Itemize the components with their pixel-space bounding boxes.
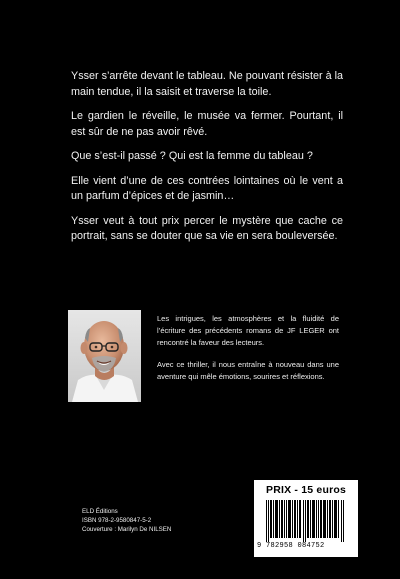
author-portrait-image [68, 310, 141, 402]
blurb-paragraph-5: Ysser veut à tout prix percer le mystère que cache ce portrait, sans se douter que sa vie en sera bouleversée. [71, 214, 343, 242]
about-paragraph-2: Avec ce thriller, il nous entraîne à nouveau dans une aventure qui mêle émotions, sourires et réflexions. [157, 359, 339, 381]
about-paragraph-1: Les intrigues, les atmosphères et la fluidité de l’écriture des précédents romans de JF LEGER ont rencontré la faveur des lecteurs. [157, 314, 339, 348]
author-description [157, 313, 339, 392]
publisher-info [82, 507, 171, 534]
isbn-text: ISBN 978-2-9580847-5-2 [82, 517, 152, 524]
author-photo [68, 310, 141, 402]
back-cover-blurb [71, 69, 343, 254]
barcode-digits: 9 782958 084752 [257, 542, 325, 550]
cover-credit: Couverture : Marilyn De NILSEN [82, 526, 172, 533]
blurb-paragraph-4: Elle vient d’une de ces contrées lointaines où le vent a un parfum d’épices et de jasmin… [71, 174, 343, 202]
blurb-paragraph-1: Ysser s’arrête devant le tableau. Ne pouvant résister à la main tendue, il la saisit et traverse la toile. [71, 70, 343, 98]
barcode-icon [266, 500, 346, 542]
blurb-paragraph-2: Le gardien le réveille, le musée va fermer. Pourtant, il est sûr de ne pas avoir rêvé. [71, 110, 343, 138]
barcode-box [254, 480, 358, 557]
publisher-name: ELD Éditions [82, 508, 118, 515]
price-label: PRIX - 15 euros [265, 484, 347, 496]
blurb-paragraph-3: Que s’est-il passé ? Qui est la femme du tableau ? [71, 150, 313, 162]
